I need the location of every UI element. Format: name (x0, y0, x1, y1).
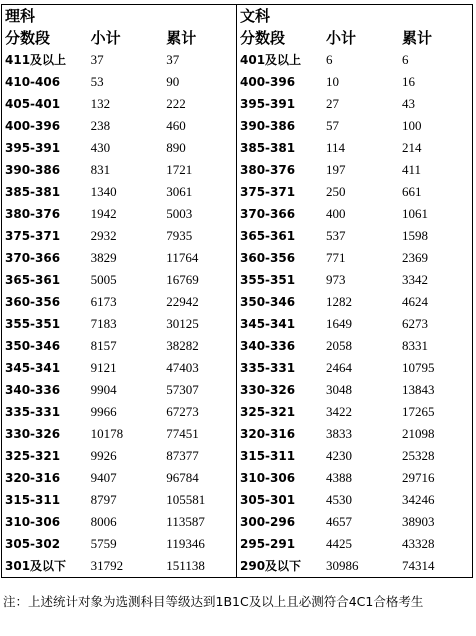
cumulative: 151138 (166, 558, 205, 573)
table-row (240, 467, 472, 489)
subtotal: 5759 (90, 536, 117, 551)
subtotal: 7183 (90, 316, 117, 331)
score-range: 350-346 (240, 295, 296, 309)
table-row (240, 533, 472, 555)
cumulative: 90 (166, 74, 180, 89)
score-range: 360-356 (5, 295, 61, 309)
cumulative: 38282 (166, 338, 199, 353)
table-row (240, 379, 472, 401)
score-range: 365-361 (240, 229, 296, 243)
subtotal: 132 (90, 96, 111, 111)
score-range: 405-401 (5, 97, 61, 111)
header-range: 分数段 (5, 29, 51, 47)
cumulative: 5003 (166, 206, 193, 221)
cumulative: 113587 (166, 514, 205, 529)
table-row (5, 291, 236, 313)
subtotal: 831 (90, 162, 111, 177)
arts-title: 文科 (240, 7, 271, 25)
score-range: 340-336 (5, 383, 61, 397)
subtotal: 2932 (90, 228, 117, 243)
table-row (5, 49, 236, 71)
score-range: 360-356 (240, 251, 296, 265)
cumulative: 7935 (166, 228, 193, 243)
score-range: 310-306 (5, 515, 61, 529)
cumulative: 3061 (166, 184, 193, 199)
score-range: 400-396 (5, 119, 61, 133)
subtotal: 400 (326, 206, 346, 221)
score-range: 350-346 (5, 339, 61, 353)
score-range: 370-366 (5, 251, 61, 265)
cumulative: 2369 (402, 250, 428, 265)
score-range: 330-326 (5, 427, 61, 441)
subtotal: 10 (326, 74, 339, 89)
subtotal: 2058 (326, 338, 352, 353)
table-row (240, 137, 472, 159)
score-range: 385-381 (5, 185, 61, 199)
subtotal: 4230 (326, 448, 352, 463)
table-row (5, 357, 236, 379)
table-row (240, 71, 472, 93)
score-range: 320-316 (240, 427, 296, 441)
subtotal: 1649 (326, 316, 352, 331)
score-table (1, 4, 473, 578)
table-row (5, 159, 236, 181)
score-range: 290及以下 (240, 559, 302, 573)
cumulative: 100 (402, 118, 422, 133)
score-range: 301及以下 (5, 559, 67, 573)
footnote: 注：上述统计对象为选测科目等级达到1B1C及以上且必测符合4C1合格考生 (3, 594, 424, 609)
subtotal: 10178 (90, 426, 124, 441)
table-row (240, 555, 472, 577)
score-range: 335-331 (240, 361, 296, 375)
subtotal: 9966 (90, 404, 117, 419)
header-cumulative: 累计 (166, 29, 197, 47)
subtotal: 53 (90, 74, 104, 89)
score-range: 365-361 (5, 273, 61, 287)
score-range: 325-321 (240, 405, 296, 419)
subtotal: 9121 (90, 360, 117, 375)
score-range: 335-331 (5, 405, 61, 419)
table-row (5, 445, 236, 467)
score-range: 315-311 (240, 449, 296, 463)
table-row (240, 269, 472, 291)
cumulative: 47403 (166, 360, 199, 375)
table-row (5, 423, 236, 445)
table-row (5, 401, 236, 423)
subtotal: 37 (90, 52, 104, 67)
table-row (5, 115, 236, 137)
score-range: 355-351 (5, 317, 61, 331)
arts-header-row (240, 27, 472, 49)
subtotal: 6 (326, 52, 333, 67)
header-subtotal: 小计 (326, 29, 357, 47)
score-range: 295-291 (240, 537, 296, 551)
table-row (240, 115, 472, 137)
subtotal: 27 (326, 96, 339, 111)
score-range: 390-386 (240, 119, 296, 133)
subtotal: 197 (326, 162, 346, 177)
subtotal: 1340 (90, 184, 117, 199)
score-range: 385-381 (240, 141, 296, 155)
subtotal: 3422 (326, 404, 352, 419)
table-row (5, 71, 236, 93)
table-row (240, 489, 472, 511)
subtotal: 9904 (90, 382, 117, 397)
cumulative: 460 (166, 118, 186, 133)
score-range: 390-386 (5, 163, 61, 177)
table-row (5, 467, 236, 489)
arts-rows (240, 49, 472, 577)
table-row (5, 379, 236, 401)
cumulative: 214 (402, 140, 422, 155)
cumulative: 1721 (166, 162, 193, 177)
science-title: 理科 (5, 7, 36, 25)
score-range: 315-311 (5, 493, 61, 507)
subtotal: 238 (90, 118, 111, 133)
score-range: 410-406 (5, 75, 61, 89)
subtotal: 4657 (326, 514, 352, 529)
score-range: 320-316 (5, 471, 61, 485)
subtotal: 6173 (90, 294, 117, 309)
subtotal: 8157 (90, 338, 117, 353)
table-row (240, 357, 472, 379)
arts-panel (237, 5, 472, 577)
cumulative: 96784 (166, 470, 199, 485)
subtotal: 771 (326, 250, 346, 265)
cumulative: 222 (166, 96, 186, 111)
subtotal: 9926 (90, 448, 117, 463)
cumulative: 22942 (166, 294, 199, 309)
table-row (5, 247, 236, 269)
cumulative: 17265 (402, 404, 435, 419)
score-range: 401及以上 (240, 53, 302, 67)
score-range: 345-341 (240, 317, 296, 331)
subtotal: 8006 (90, 514, 117, 529)
table-row (240, 49, 472, 71)
cumulative: 1598 (402, 228, 428, 243)
cumulative: 21098 (402, 426, 435, 441)
table-row (5, 533, 236, 555)
score-range: 411及以上 (5, 53, 67, 67)
score-range: 375-371 (240, 185, 296, 199)
subtotal: 3833 (326, 426, 352, 441)
subtotal: 8797 (90, 492, 117, 507)
subtotal: 3829 (90, 250, 117, 265)
cumulative: 3342 (402, 272, 428, 287)
subtotal: 30986 (326, 558, 359, 573)
table-row (5, 555, 236, 577)
subtotal: 4425 (326, 536, 352, 551)
table-row (240, 313, 472, 335)
table-row (240, 445, 472, 467)
cumulative: 57307 (166, 382, 199, 397)
subtotal: 9407 (90, 470, 117, 485)
subtotal: 114 (326, 140, 346, 155)
subtotal: 57 (326, 118, 339, 133)
table-row (5, 511, 236, 533)
table-row (240, 181, 472, 203)
table-row (240, 291, 472, 313)
cumulative: 87377 (166, 448, 199, 463)
header-cumulative: 累计 (402, 29, 433, 47)
score-range: 300-296 (240, 515, 296, 529)
score-range: 380-376 (240, 163, 296, 177)
table-row (240, 401, 472, 423)
cumulative: 890 (166, 140, 186, 155)
cumulative: 25328 (402, 448, 435, 463)
cumulative: 13843 (402, 382, 435, 397)
score-range: 305-301 (240, 493, 296, 507)
cumulative: 105581 (166, 492, 206, 507)
cumulative: 37 (166, 52, 180, 67)
subtotal: 4530 (326, 492, 352, 507)
subtotal: 250 (326, 184, 346, 199)
table-row (5, 225, 236, 247)
table-row (5, 203, 236, 225)
subtotal: 3048 (326, 382, 352, 397)
table-row (5, 93, 236, 115)
header-range: 分数段 (240, 29, 286, 47)
table-row (5, 335, 236, 357)
table-row (240, 511, 472, 533)
subtotal: 973 (326, 272, 346, 287)
table-row (240, 225, 472, 247)
table-row (240, 247, 472, 269)
science-panel (2, 5, 237, 577)
cumulative: 661 (402, 184, 422, 199)
table-row (5, 137, 236, 159)
table-row (240, 335, 472, 357)
cumulative: 4624 (402, 294, 428, 309)
cumulative: 11764 (166, 250, 199, 265)
table-row (5, 181, 236, 203)
cumulative: 1061 (402, 206, 428, 221)
cumulative: 67273 (166, 404, 199, 419)
score-range: 345-341 (5, 361, 61, 375)
score-range: 395-391 (5, 141, 61, 155)
table-row (240, 423, 472, 445)
score-range: 400-396 (240, 75, 296, 89)
score-range: 395-391 (240, 97, 296, 111)
header-subtotal: 小计 (90, 29, 121, 47)
cumulative: 411 (402, 162, 422, 177)
cumulative: 10795 (402, 360, 435, 375)
subtotal: 1942 (90, 206, 117, 221)
cumulative: 38903 (402, 514, 435, 529)
cumulative: 6 (402, 52, 409, 67)
subtotal: 2464 (326, 360, 352, 375)
cumulative: 30125 (166, 316, 199, 331)
table-row (5, 313, 236, 335)
score-range: 305-302 (5, 537, 61, 551)
score-range: 355-351 (240, 273, 296, 287)
score-range: 340-336 (240, 339, 296, 353)
table-row (240, 203, 472, 225)
table-row (240, 159, 472, 181)
subtotal: 537 (326, 228, 346, 243)
score-range: 325-321 (5, 449, 61, 463)
score-range: 375-371 (5, 229, 61, 243)
cumulative: 6273 (402, 316, 428, 331)
score-range: 330-326 (240, 383, 296, 397)
science-header-row (5, 27, 236, 49)
cumulative: 29716 (402, 470, 435, 485)
cumulative: 16769 (166, 272, 199, 287)
score-range: 310-306 (240, 471, 296, 485)
table-row (5, 489, 236, 511)
cumulative: 77451 (166, 426, 199, 441)
table-row (5, 269, 236, 291)
subtotal: 1282 (326, 294, 352, 309)
score-range: 370-366 (240, 207, 296, 221)
cumulative: 43328 (402, 536, 435, 551)
subtotal: 430 (90, 140, 111, 155)
cumulative: 16 (402, 74, 415, 89)
cumulative: 43 (402, 96, 415, 111)
cumulative: 34246 (402, 492, 435, 507)
score-range: 380-376 (5, 207, 61, 221)
science-rows (5, 49, 236, 577)
subtotal: 31792 (90, 558, 124, 573)
cumulative: 74314 (402, 558, 435, 573)
subtotal: 5005 (90, 272, 117, 287)
cumulative: 8331 (402, 338, 428, 353)
table-row (240, 93, 472, 115)
cumulative: 119346 (166, 536, 205, 551)
subtotal: 4388 (326, 470, 352, 485)
